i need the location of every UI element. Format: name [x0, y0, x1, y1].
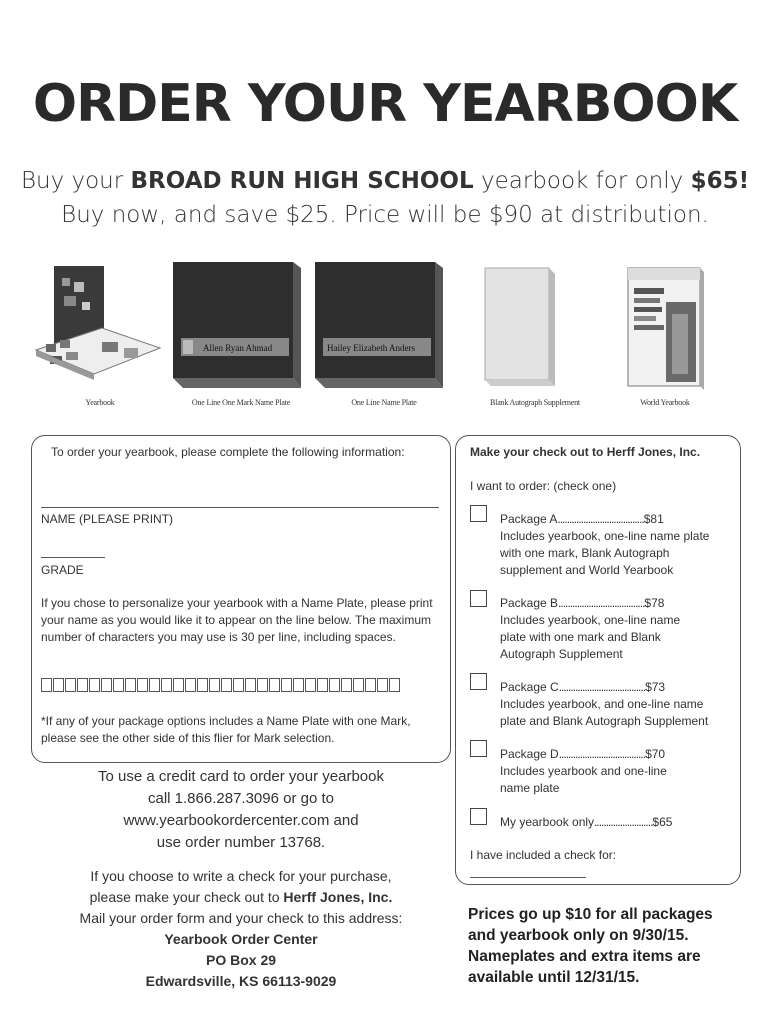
photo-yearbook: [32, 262, 168, 406]
character-box[interactable]: [269, 678, 280, 692]
package-a: Package A.....................................$81 Includes yearbook, one-line name plate with one mark, Blank Autograph supplement and World Yearbook: [500, 512, 710, 577]
nameplate-instructions: If you chose to personalize your yearbook with a Name Plate, please print your name as you would like it to appear on the line below. The maximum number of characters you may use is 30 per line, including spaces.: [41, 596, 433, 644]
order-prompt: I want to order: (check one): [470, 479, 617, 493]
character-box[interactable]: [329, 678, 340, 692]
photo-caption: One Line One Mark Name Plate: [191, 398, 291, 407]
nameplate-character-boxes[interactable]: [41, 677, 443, 696]
package-c: Package C.....................................$73 Includes yearbook, and one-line name plate and Blank Autograph Supplement: [500, 680, 709, 728]
character-box[interactable]: [185, 678, 196, 692]
character-box[interactable]: [101, 678, 112, 692]
package-d: Package D.....................................$70 Includes yearbook and one-line name plate: [500, 747, 667, 795]
check-payable-note: Make your check out to Herff Jones, Inc.: [470, 445, 701, 459]
character-box[interactable]: [161, 678, 172, 692]
yearbook-only: My yearbook only.........................$65: [500, 815, 673, 829]
mark-selection-note: *If any of your package options includes a Name Plate with one Mark, please see the other side of this flier for Mark selection.: [41, 714, 411, 745]
character-box[interactable]: [365, 678, 376, 692]
character-box[interactable]: [149, 678, 160, 692]
nameplate-mark-image: [173, 262, 309, 394]
check-amount-line[interactable]: [470, 877, 586, 878]
character-box[interactable]: [89, 678, 100, 692]
character-box[interactable]: [293, 678, 304, 692]
price-deadline-notice: Prices go up $10 for all packages and yearbook only on 9/30/15. Nameplates and extra items are available until 12/31/15.: [468, 906, 713, 986]
character-box[interactable]: [125, 678, 136, 692]
character-box[interactable]: [257, 678, 268, 692]
package-b-checkbox[interactable]: [470, 590, 487, 607]
photo-caption: Blank Autograph Supplement: [490, 398, 580, 407]
character-box[interactable]: [281, 678, 292, 692]
package-a-checkbox[interactable]: [470, 505, 487, 522]
photo-one-line: [315, 262, 453, 406]
character-box[interactable]: [377, 678, 388, 692]
photo-autograph-supplement: [469, 262, 601, 406]
character-box[interactable]: [305, 678, 316, 692]
character-box[interactable]: [113, 678, 124, 692]
character-box[interactable]: [77, 678, 88, 692]
character-box[interactable]: [65, 678, 76, 692]
character-box[interactable]: [353, 678, 364, 692]
photo-caption: One Line Name Plate: [351, 398, 417, 407]
character-box[interactable]: [197, 678, 208, 692]
check-mail-info: If you choose to write a check for your purchase, please make your check out to Herff Jones, Inc. Mail your order form and your check to this address: Yearbook Order Center PO Box 29 Edwardsville, KS 66113-9029: [31, 866, 451, 992]
price-highlight: $65!: [690, 168, 750, 194]
photo-caption: World Yearbook: [640, 398, 690, 407]
photo-one-line-one-mark: [173, 262, 309, 406]
character-box[interactable]: [137, 678, 148, 692]
character-box[interactable]: [221, 678, 232, 692]
svg-text:Allen Ryan Ahmad: Allen Ryan Ahmad: [203, 343, 273, 353]
character-box[interactable]: [341, 678, 352, 692]
character-box[interactable]: [389, 678, 400, 692]
grade-input-line[interactable]: [41, 557, 105, 558]
character-box[interactable]: [53, 678, 64, 692]
mailing-address: Yearbook Order Center: [164, 931, 318, 947]
world-yearbook-image: [610, 262, 720, 394]
package-b: Package B.....................................$78 Includes yearbook, one-line name plate with one mark and Blank Autograph Supplement: [500, 596, 681, 661]
character-box[interactable]: [233, 678, 244, 692]
package-c-checkbox[interactable]: [470, 673, 487, 690]
yearbook-only-checkbox[interactable]: [470, 808, 487, 825]
yearbook-image: [32, 262, 168, 394]
nameplate-image: [315, 262, 453, 394]
order-intro: To order your yearbook, please complete the following information:: [51, 445, 405, 459]
grade-label: GRADE: [41, 563, 84, 577]
svg-text:Hailey Elizabeth Anders: Hailey Elizabeth Anders: [327, 343, 415, 353]
school-name: BROAD RUN HIGH SCHOOL: [130, 168, 474, 194]
subtitle-line1: Buy your BROAD RUN HIGH SCHOOL yearbook for only $65!: [20, 168, 750, 194]
product-photos: [32, 262, 768, 406]
name-label: NAME (PLEASE PRINT): [41, 512, 174, 526]
page-title: ORDER YOUR YEARBOOK: [32, 74, 738, 134]
subtitle-line2: Buy now, and save $25. Price will be $90 at distribution.: [61, 202, 709, 228]
photo-caption: Yearbook: [85, 398, 115, 407]
character-box[interactable]: [173, 678, 184, 692]
character-box[interactable]: [209, 678, 220, 692]
autograph-supplement-image: [469, 262, 601, 394]
credit-card-info: To use a credit card to order your yearbook call 1.866.287.3096 or go to www.yearbookordercenter.com and use order number 13768.: [31, 766, 451, 854]
check-amount-label: I have included a check for:: [470, 848, 617, 862]
order-website: www.yearbookordercenter.com and: [123, 812, 359, 829]
package-d-checkbox[interactable]: [470, 740, 487, 757]
name-input-line[interactable]: [41, 507, 439, 508]
character-box[interactable]: [317, 678, 328, 692]
character-box[interactable]: [245, 678, 256, 692]
character-box[interactable]: [41, 678, 52, 692]
photo-world-yearbook: [610, 262, 720, 406]
